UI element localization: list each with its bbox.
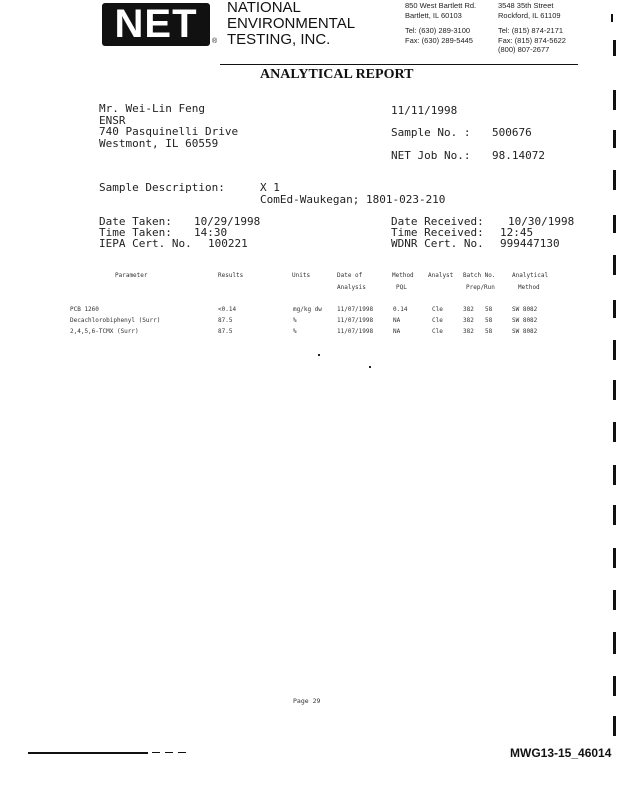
office1-line-city: Bartlett, IL 60103 [405,10,462,20]
scan-line-bottom [28,752,148,754]
row1-analyst: Cle [432,306,443,313]
row2-pql: NA [393,317,401,324]
scan-speck [318,354,320,356]
row1-date: 11/07/1998 [337,306,374,313]
edge-mark [611,14,613,22]
company-name-line-1: NATIONAL [227,0,301,16]
page-number: Page 29 [293,697,321,705]
col-header-units: Units [292,272,311,279]
row2-parameter: Decachlorobiphenyl (Surr) [70,317,161,324]
row2-method: SW 8082 [512,317,538,324]
office1-line-tel: Tel: (630) 289-3100 [405,26,471,35]
edge-mark [613,676,616,696]
client-address-block [99,103,238,149]
date-received-label: Date Received: [391,215,484,228]
client-street: 740 Pasquinelli Drive [99,125,239,138]
company-name-line-3: TESTING, INC. [227,31,331,48]
row3-result: 87.5 [218,328,233,335]
row1-parameter: PCB 1260 [70,306,99,313]
client-city: Westmont, IL 60559 [99,136,219,150]
sample-description-id: X 1 [260,181,280,194]
row2-analyst: Cle [432,317,443,324]
col-header-analytical: Analytical [512,272,549,279]
row1-run: 58 [485,306,493,313]
client-name: Mr. Wei-Lin Feng [99,102,205,115]
edge-mark [613,380,616,400]
office2-line-tel: Tel: (815) 874-2171 [498,26,564,35]
date-received-value: 10/30/1998 [508,215,575,228]
scan-dash [152,752,160,753]
col-header-batch-no: Batch No. [463,272,496,279]
row2-date: 11/07/1998 [337,317,374,324]
row1-pql: 0.14 [393,306,408,313]
row2-batch: 382 [463,317,474,324]
job-no-label: NET Job No.: [391,149,471,162]
header-rule [220,64,578,65]
edge-mark [613,716,616,736]
col-header-date-of: Date of [337,272,363,279]
row3-units: % [293,328,297,335]
edge-mark [613,215,616,233]
edge-mark [613,422,616,442]
edge-mark [613,465,616,485]
report-title: ANALYTICAL REPORT [260,67,414,82]
scan-speck [369,366,371,368]
date-taken-value: 10/29/1998 [194,215,261,228]
office2-line-street: 3548 35th Street [498,1,554,10]
col-header-pql: PQL [396,284,407,291]
col-header-prep-run: Prep/Run [466,284,495,291]
office-bartlett-address [405,1,476,45]
edge-mark [613,632,616,654]
row3-method: SW 8082 [512,328,538,335]
row3-parameter: 2,4,5,6-TCMX (Surr) [70,328,139,335]
row2-units: % [293,317,297,324]
row3-run: 58 [485,328,493,335]
report-date: 11/11/1998 [391,104,458,117]
row1-units: mg/kg dw [293,306,322,313]
scan-dash [178,752,186,753]
edge-mark [613,170,616,190]
col-header-results: Results [218,272,244,279]
sample-no-label: Sample No. : [391,126,471,139]
edge-mark [613,255,616,275]
row3-analyst: Cle [432,328,443,335]
edge-mark [613,90,616,110]
row1-result: <0.14 [218,306,237,313]
client-company: ENSR [99,113,126,127]
office2-line-city: Rockford, IL 61109 [498,10,561,20]
col-header-analyst: Analyst [428,272,454,279]
office2-line-tollfree: (800) 807-2677 [498,45,550,54]
job-no-value: 98.14072 [492,149,545,162]
wdnr-cert-value: 999447130 [500,237,560,250]
row3-date: 11/07/1998 [337,328,374,335]
row2-result: 87.5 [218,317,233,324]
row2-run: 58 [485,317,493,324]
col-header-method: Method [392,272,414,279]
edge-mark [613,505,616,525]
office1-line-street: 850 West Bartlett Rd. [405,1,477,10]
row3-batch: 382 [463,328,474,335]
logo-text: NET [114,2,198,46]
col-header-parameter: Parameter [115,272,148,279]
document-id: MWG13-15_46014 [510,746,612,760]
edge-mark [613,548,616,568]
sample-description-label: Sample Description: [99,181,225,194]
col-header-method-2: Method [518,284,540,291]
col-header-analysis: Analysis [337,284,366,291]
edge-mark [613,340,616,360]
edge-mark [613,590,616,610]
office2-line-fax: Fax: (815) 874-5622 [498,35,566,45]
time-received-label: Time Received: [391,226,484,239]
registered-mark: ® [212,38,218,45]
edge-mark [613,40,616,56]
time-taken-label: Time Taken: [99,226,172,239]
office1-line-fax: Fax: (630) 289-5445 [405,35,473,45]
sample-no-value: 500676 [492,126,532,139]
sample-description-site: ComEd-Waukegan; 1801-023-210 [260,193,446,206]
wdnr-cert-label: WDNR Cert. No. [391,237,484,250]
scan-dash [165,752,173,753]
edge-mark [613,300,616,318]
company-name-line-2: ENVIRONMENTAL [227,15,356,32]
row3-pql: NA [393,328,401,335]
company-logo [102,3,210,46]
office-rockford-address [498,1,566,55]
edge-mark [613,130,616,148]
date-taken-label: Date Taken: [99,215,172,228]
iepa-cert-label: IEPA Cert. No. [99,237,192,250]
time-received-value: 12:45 [500,226,534,239]
row1-batch: 382 [463,306,474,313]
iepa-cert-value: 100221 [208,237,248,250]
row1-method: SW 8082 [512,306,538,313]
time-taken-value: 14:30 [194,226,228,239]
